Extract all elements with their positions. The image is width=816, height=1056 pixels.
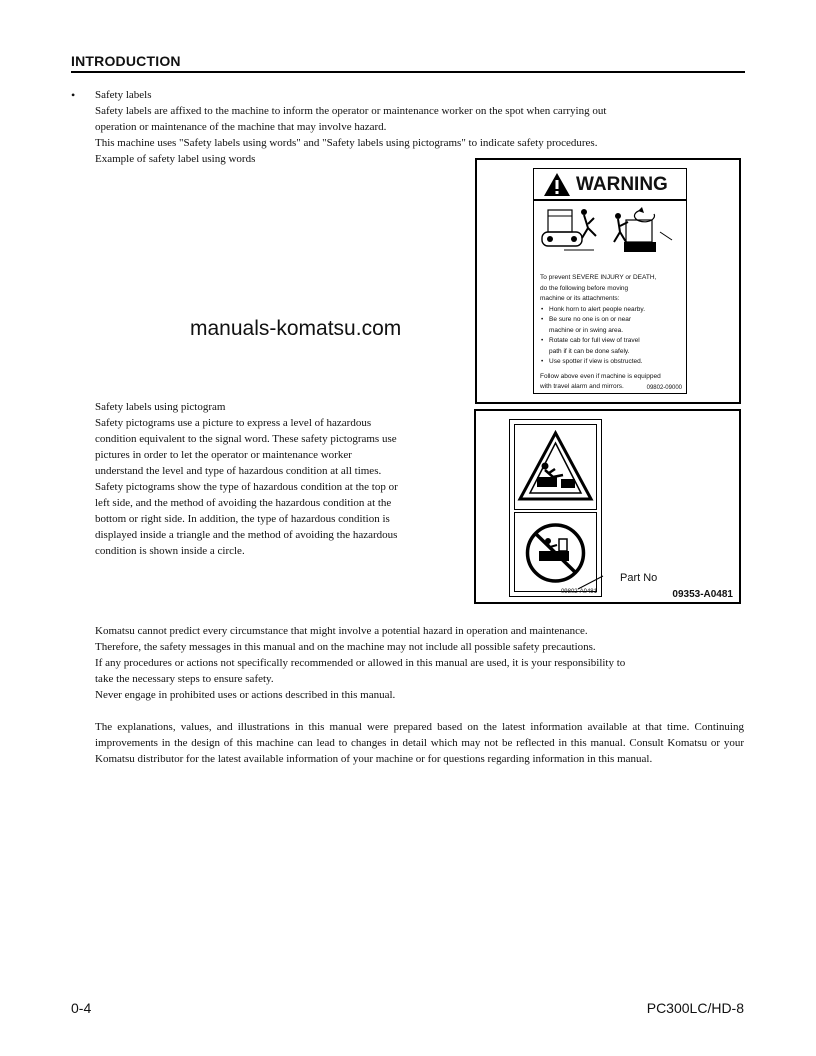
warning-item-continued: machine or in swing area. (549, 326, 624, 334)
intro-line: operation or maintenance of the machine that may involve hazard. (95, 121, 387, 133)
manual-info-paragraph: The explanations, values, and illustrations in this manual were prepared based on the latest information available at that time. Continuing improvements in the design of this machine can lead to changes in detail which may not be reflected in this manual. Consult Komatsu or your Komatsu distributor for the latest available information of your machine or for questions regarding information in this manual. (95, 721, 744, 765)
word-label-figure (475, 158, 741, 404)
page-number: 0-4 (71, 1000, 92, 1016)
pictogram-label (509, 419, 602, 597)
pictogram-line: condition equivalent to the signal word. These safety pictograms use (95, 433, 397, 445)
warning-item: • Be sure no one is on or near (549, 315, 682, 326)
warning-intro-line: machine or its attachments: (540, 295, 620, 302)
warning-header (534, 169, 686, 201)
pictogram-line: Safety pictograms use a picture to express a level of hazardous (95, 417, 372, 429)
pictogram-figure-code: 09353-A0481 (672, 589, 733, 600)
warning-item: • Rotate cab for full view of travel (549, 336, 682, 347)
bullet-dot: • (71, 88, 76, 102)
pictogram-line: left side, and the method of avoiding the hazardous condition at the (95, 497, 392, 509)
pictogram-section (95, 399, 462, 559)
warning-item-continued: path if it can be done safely. (549, 347, 630, 355)
header-rule (71, 71, 745, 73)
machine-hazard-pictogram (534, 202, 684, 264)
disclaimer-line: If any procedures or actions not specifically recommended or allowed in this manual are used, it is your responsibility to (95, 657, 626, 669)
disclaimer-line: Therefore, the safety messages in this manual and on the machine may not include all possible safety precautions. (95, 641, 596, 653)
warning-signal-word: WARNING (576, 174, 668, 195)
warning-item: • Use spotter if view is obstructed. (549, 357, 682, 368)
safety-labels-section (95, 87, 606, 167)
pictogram-line: pictures in order to let the operator or maintenance worker (95, 449, 352, 461)
intro-line: Safety labels are affixed to the machine to inform the operator or maintenance worker on the spot when carrying out (95, 105, 607, 117)
model-number: PC300LC/HD-8 (646, 1000, 744, 1016)
pictogram-line: understand the level and type of hazardous condition at all times. (95, 465, 382, 477)
warning-intro-line: To prevent SEVERE INJURY or DEATH, (540, 274, 657, 281)
disclaimer-line: Komatsu cannot predict every circumstance that might involve a potential hazard in operation and maintenance. (95, 625, 588, 637)
part-no-label: Part No (620, 572, 658, 584)
warning-triangle-icon (542, 171, 572, 199)
hazard-triangle-icon (515, 425, 596, 509)
pictogram-line: Safety pictograms show the type of hazardous condition at the top or (95, 481, 398, 493)
pictogram-label-figure (474, 409, 741, 604)
warning-follow-line: Follow above even if machine is equipped (540, 372, 661, 380)
warning-label (533, 168, 687, 394)
watermark-text: manuals-komatsu.com (190, 317, 402, 340)
warning-follow-line: with travel alarm and mirrors. (540, 383, 624, 390)
warning-body-text (540, 273, 682, 393)
pictogram-title: Safety labels using pictogram (95, 401, 226, 413)
warning-label-code: 09802-09000 (646, 385, 682, 391)
pictogram-line: bottom or right side. In addition, the type of hazardous condition is (95, 513, 390, 525)
warning-intro-line: do the following before moving (540, 284, 629, 292)
disclaimer-paragraph (95, 623, 745, 703)
hazard-panel (514, 424, 597, 510)
safety-labels-title: Safety labels (95, 89, 152, 101)
warning-item-list (540, 305, 682, 368)
pictogram-small-code: 09802-A0481 (560, 589, 597, 595)
intro-line: This machine uses "Safety labels using words" and "Safety labels using pictograms" to indicate safety procedures. (95, 137, 598, 149)
part-number-leader-line (576, 572, 606, 592)
pictogram-line: displayed inside a triangle and the method of avoiding the hazardous (95, 529, 398, 541)
pictogram-line: condition is shown inside a circle. (95, 545, 245, 557)
disclaimer-line: take the necessary steps to ensure safety. (95, 673, 274, 685)
warning-item: • Honk horn to alert people nearby. (549, 305, 682, 316)
section-header: INTRODUCTION (71, 53, 181, 69)
disclaimer-line: Never engage in prohibited uses or actions described in this manual. (95, 689, 396, 701)
intro-line: Example of safety label using words (95, 153, 256, 165)
